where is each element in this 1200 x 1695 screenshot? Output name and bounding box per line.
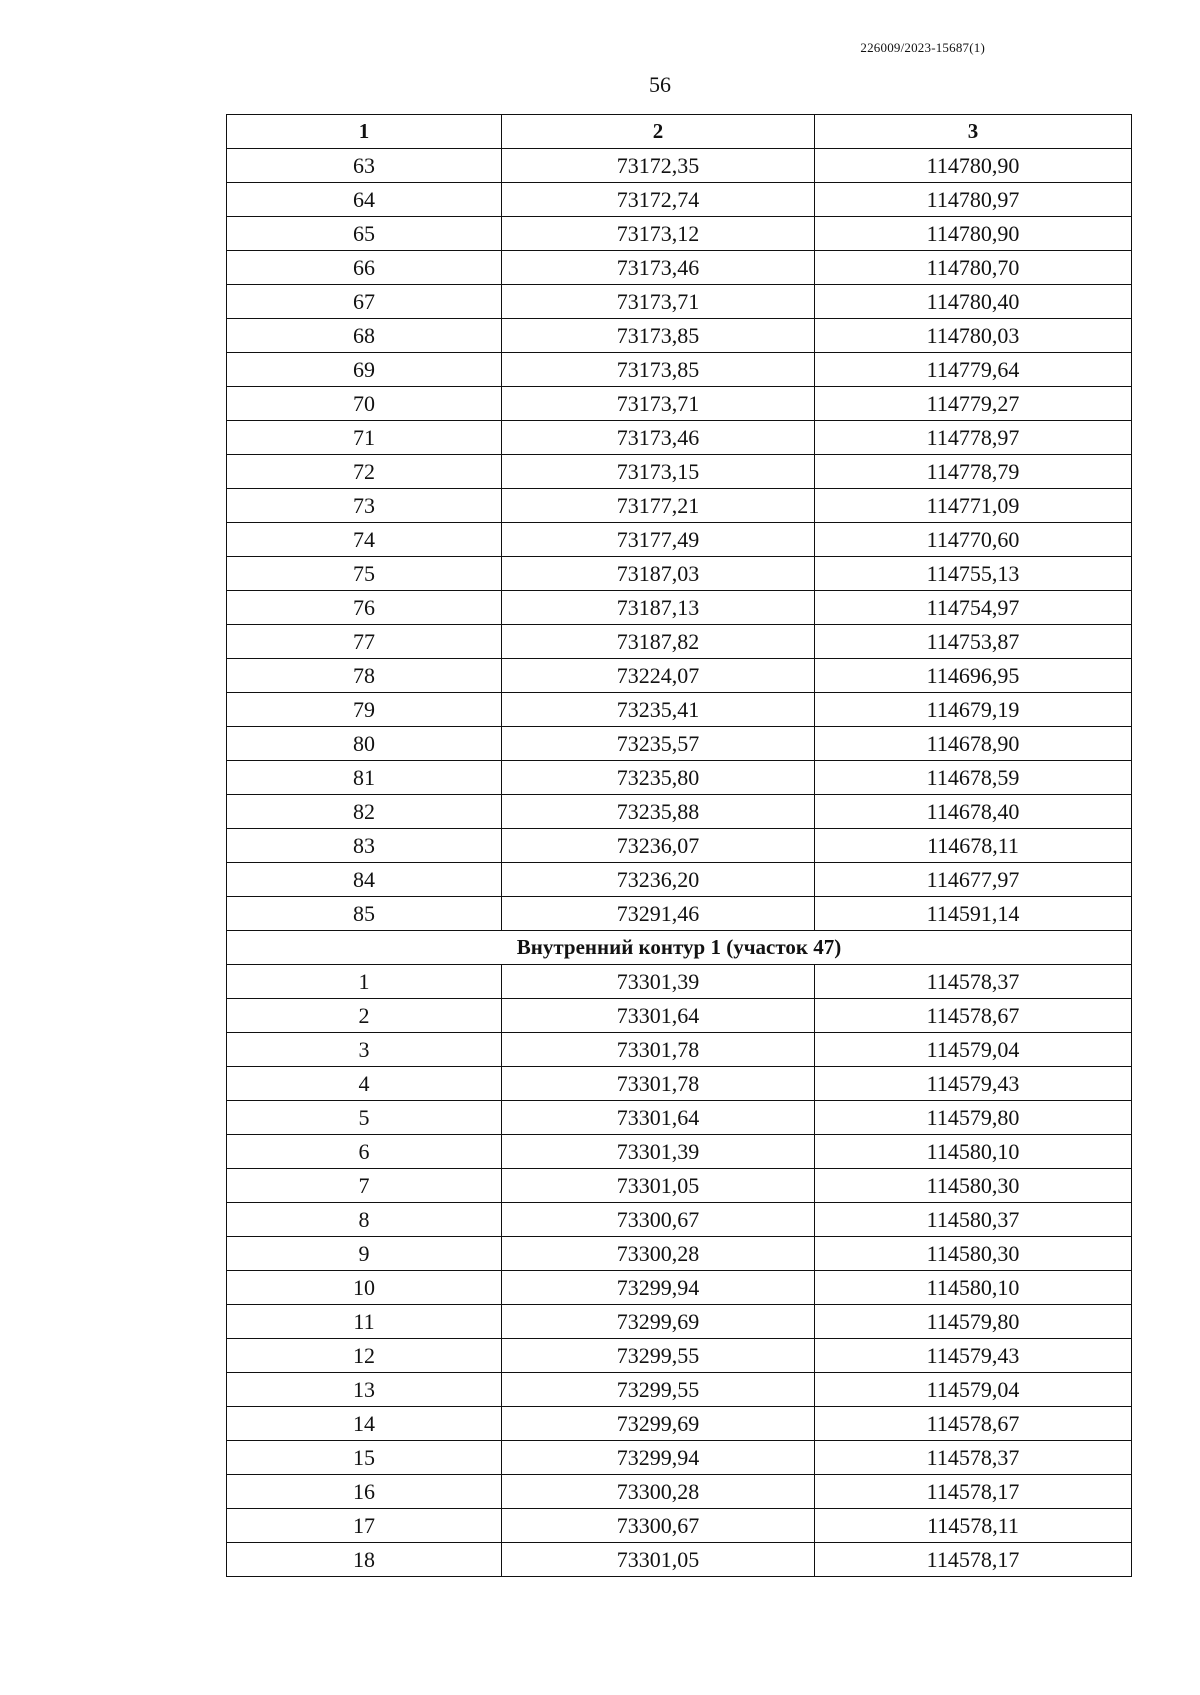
- x-coordinate-cell: 73187,82: [502, 625, 815, 659]
- y-coordinate-cell: 114779,64: [815, 353, 1132, 387]
- table-row: [227, 149, 1132, 183]
- point-number-cell: 16: [227, 1475, 502, 1509]
- x-coordinate-cell: 73172,35: [502, 149, 815, 183]
- y-coordinate-cell: 114578,17: [815, 1543, 1132, 1577]
- y-coordinate-cell: 114579,04: [815, 1033, 1132, 1067]
- table-row: [227, 1203, 1132, 1237]
- table-row: [227, 1135, 1132, 1169]
- x-coordinate-cell: 73299,94: [502, 1441, 815, 1475]
- y-coordinate-cell: 114755,13: [815, 557, 1132, 591]
- table-row: [227, 727, 1132, 761]
- point-number-cell: 11: [227, 1305, 502, 1339]
- x-coordinate-cell: 73187,03: [502, 557, 815, 591]
- x-coordinate-cell: 73173,46: [502, 251, 815, 285]
- point-number-cell: 77: [227, 625, 502, 659]
- table-row: [227, 1101, 1132, 1135]
- table-row: [227, 523, 1132, 557]
- point-number-cell: 79: [227, 693, 502, 727]
- point-number-cell: 72: [227, 455, 502, 489]
- inner-contour-rows: [227, 965, 1132, 1577]
- table-row: [227, 1271, 1132, 1305]
- table-row: [227, 693, 1132, 727]
- table-row: [227, 455, 1132, 489]
- point-number-cell: 6: [227, 1135, 502, 1169]
- table-row: [227, 829, 1132, 863]
- table-row: [227, 1407, 1132, 1441]
- x-coordinate-cell: 73235,88: [502, 795, 815, 829]
- point-number-cell: 69: [227, 353, 502, 387]
- y-coordinate-cell: 114578,17: [815, 1475, 1132, 1509]
- point-number-cell: 76: [227, 591, 502, 625]
- point-number-cell: 65: [227, 217, 502, 251]
- table-row: [227, 897, 1132, 931]
- point-number-cell: 73: [227, 489, 502, 523]
- table-row: [227, 1373, 1132, 1407]
- table-row: [227, 863, 1132, 897]
- y-coordinate-cell: 114678,40: [815, 795, 1132, 829]
- point-number-cell: 18: [227, 1543, 502, 1577]
- y-coordinate-cell: 114754,97: [815, 591, 1132, 625]
- header-col-3: 3: [815, 115, 1132, 149]
- point-number-cell: 78: [227, 659, 502, 693]
- x-coordinate-cell: 73301,39: [502, 1135, 815, 1169]
- x-coordinate-cell: 73235,80: [502, 761, 815, 795]
- point-number-cell: 81: [227, 761, 502, 795]
- y-coordinate-cell: 114678,90: [815, 727, 1132, 761]
- point-number-cell: 70: [227, 387, 502, 421]
- x-coordinate-cell: 73173,71: [502, 285, 815, 319]
- table-row: [227, 659, 1132, 693]
- y-coordinate-cell: 114778,97: [815, 421, 1132, 455]
- point-number-cell: 4: [227, 1067, 502, 1101]
- x-coordinate-cell: 73301,78: [502, 1067, 815, 1101]
- y-coordinate-cell: 114580,10: [815, 1271, 1132, 1305]
- y-coordinate-cell: 114696,95: [815, 659, 1132, 693]
- table-row: [227, 319, 1132, 353]
- y-coordinate-cell: 114580,37: [815, 1203, 1132, 1237]
- x-coordinate-cell: 73301,78: [502, 1033, 815, 1067]
- x-coordinate-cell: 73172,74: [502, 183, 815, 217]
- point-number-cell: 74: [227, 523, 502, 557]
- table-row: [227, 591, 1132, 625]
- table-row: [227, 1169, 1132, 1203]
- point-number-cell: 12: [227, 1339, 502, 1373]
- point-number-cell: 82: [227, 795, 502, 829]
- point-number-cell: 17: [227, 1509, 502, 1543]
- table-row: [227, 353, 1132, 387]
- y-coordinate-cell: 114780,90: [815, 149, 1132, 183]
- table-row: [227, 965, 1132, 999]
- y-coordinate-cell: 114579,04: [815, 1373, 1132, 1407]
- table-row: [227, 285, 1132, 319]
- table-row: [227, 795, 1132, 829]
- x-coordinate-cell: 73300,67: [502, 1509, 815, 1543]
- y-coordinate-cell: 114580,30: [815, 1237, 1132, 1271]
- x-coordinate-cell: 73235,41: [502, 693, 815, 727]
- table-row: [227, 1339, 1132, 1373]
- point-number-cell: 84: [227, 863, 502, 897]
- point-number-cell: 83: [227, 829, 502, 863]
- point-number-cell: 13: [227, 1373, 502, 1407]
- section-title: Внутренний контур 1 (участок 47): [227, 931, 1132, 965]
- section-row: [227, 931, 1132, 965]
- y-coordinate-cell: 114780,40: [815, 285, 1132, 319]
- point-number-cell: 67: [227, 285, 502, 319]
- x-coordinate-cell: 73301,05: [502, 1543, 815, 1577]
- x-coordinate-cell: 73177,49: [502, 523, 815, 557]
- table-row: [227, 625, 1132, 659]
- y-coordinate-cell: 114579,43: [815, 1067, 1132, 1101]
- y-coordinate-cell: 114579,80: [815, 1305, 1132, 1339]
- x-coordinate-cell: 73177,21: [502, 489, 815, 523]
- y-coordinate-cell: 114679,19: [815, 693, 1132, 727]
- point-number-cell: 3: [227, 1033, 502, 1067]
- point-number-cell: 10: [227, 1271, 502, 1305]
- point-number-cell: 1: [227, 965, 502, 999]
- y-coordinate-cell: 114578,37: [815, 965, 1132, 999]
- y-coordinate-cell: 114578,67: [815, 1407, 1132, 1441]
- coordinates-table: [226, 114, 1132, 1577]
- y-coordinate-cell: 114780,03: [815, 319, 1132, 353]
- point-number-cell: 68: [227, 319, 502, 353]
- x-coordinate-cell: 73299,55: [502, 1373, 815, 1407]
- x-coordinate-cell: 73173,12: [502, 217, 815, 251]
- document-id: 226009/2023-15687(1): [860, 40, 985, 55]
- x-coordinate-cell: 73224,07: [502, 659, 815, 693]
- y-coordinate-cell: 114753,87: [815, 625, 1132, 659]
- x-coordinate-cell: 73301,39: [502, 965, 815, 999]
- point-number-cell: 7: [227, 1169, 502, 1203]
- table-header-row: [227, 115, 1132, 149]
- y-coordinate-cell: 114578,11: [815, 1509, 1132, 1543]
- point-number-cell: 63: [227, 149, 502, 183]
- y-coordinate-cell: 114771,09: [815, 489, 1132, 523]
- header-col-2: 2: [502, 115, 815, 149]
- x-coordinate-cell: 73301,64: [502, 999, 815, 1033]
- x-coordinate-cell: 73300,28: [502, 1475, 815, 1509]
- point-number-cell: 8: [227, 1203, 502, 1237]
- header-col-1: 1: [227, 115, 502, 149]
- x-coordinate-cell: 73173,46: [502, 421, 815, 455]
- table-row: [227, 489, 1132, 523]
- table-row: [227, 1237, 1132, 1271]
- y-coordinate-cell: 114578,67: [815, 999, 1132, 1033]
- table-row: [227, 761, 1132, 795]
- point-number-cell: 64: [227, 183, 502, 217]
- point-number-cell: 5: [227, 1101, 502, 1135]
- table-row: [227, 183, 1132, 217]
- x-coordinate-cell: 73301,05: [502, 1169, 815, 1203]
- y-coordinate-cell: 114779,27: [815, 387, 1132, 421]
- x-coordinate-cell: 73173,85: [502, 319, 815, 353]
- section-heading-body: [227, 931, 1132, 965]
- table-row: [227, 1475, 1132, 1509]
- table-row: [227, 1067, 1132, 1101]
- table-row: [227, 421, 1132, 455]
- x-coordinate-cell: 73173,71: [502, 387, 815, 421]
- table-row: [227, 387, 1132, 421]
- y-coordinate-cell: 114780,90: [815, 217, 1132, 251]
- table-row: [227, 1033, 1132, 1067]
- table-row: [227, 1441, 1132, 1475]
- x-coordinate-cell: 73299,94: [502, 1271, 815, 1305]
- y-coordinate-cell: 114778,79: [815, 455, 1132, 489]
- y-coordinate-cell: 114677,97: [815, 863, 1132, 897]
- x-coordinate-cell: 73300,67: [502, 1203, 815, 1237]
- x-coordinate-cell: 73236,20: [502, 863, 815, 897]
- point-number-cell: 66: [227, 251, 502, 285]
- y-coordinate-cell: 114678,59: [815, 761, 1132, 795]
- point-number-cell: 85: [227, 897, 502, 931]
- y-coordinate-cell: 114780,97: [815, 183, 1132, 217]
- x-coordinate-cell: 73299,69: [502, 1407, 815, 1441]
- x-coordinate-cell: 73173,15: [502, 455, 815, 489]
- point-number-cell: 71: [227, 421, 502, 455]
- point-number-cell: 14: [227, 1407, 502, 1441]
- table-row: [227, 557, 1132, 591]
- point-number-cell: 80: [227, 727, 502, 761]
- table-row: [227, 1543, 1132, 1577]
- table-row: [227, 1305, 1132, 1339]
- y-coordinate-cell: 114780,70: [815, 251, 1132, 285]
- table-row: [227, 1509, 1132, 1543]
- y-coordinate-cell: 114579,80: [815, 1101, 1132, 1135]
- table-row: [227, 999, 1132, 1033]
- point-number-cell: 2: [227, 999, 502, 1033]
- outer-contour-rows: [227, 149, 1132, 931]
- y-coordinate-cell: 114580,10: [815, 1135, 1132, 1169]
- x-coordinate-cell: 73299,55: [502, 1339, 815, 1373]
- y-coordinate-cell: 114580,30: [815, 1169, 1132, 1203]
- point-number-cell: 9: [227, 1237, 502, 1271]
- x-coordinate-cell: 73299,69: [502, 1305, 815, 1339]
- y-coordinate-cell: 114770,60: [815, 523, 1132, 557]
- table-row: [227, 251, 1132, 285]
- x-coordinate-cell: 73187,13: [502, 591, 815, 625]
- x-coordinate-cell: 73173,85: [502, 353, 815, 387]
- y-coordinate-cell: 114579,43: [815, 1339, 1132, 1373]
- y-coordinate-cell: 114578,37: [815, 1441, 1132, 1475]
- x-coordinate-cell: 73235,57: [502, 727, 815, 761]
- x-coordinate-cell: 73291,46: [502, 897, 815, 931]
- table-row: [227, 217, 1132, 251]
- x-coordinate-cell: 73236,07: [502, 829, 815, 863]
- y-coordinate-cell: 114678,11: [815, 829, 1132, 863]
- x-coordinate-cell: 73300,28: [502, 1237, 815, 1271]
- page-number: 56: [649, 72, 671, 97]
- point-number-cell: 15: [227, 1441, 502, 1475]
- y-coordinate-cell: 114591,14: [815, 897, 1132, 931]
- point-number-cell: 75: [227, 557, 502, 591]
- x-coordinate-cell: 73301,64: [502, 1101, 815, 1135]
